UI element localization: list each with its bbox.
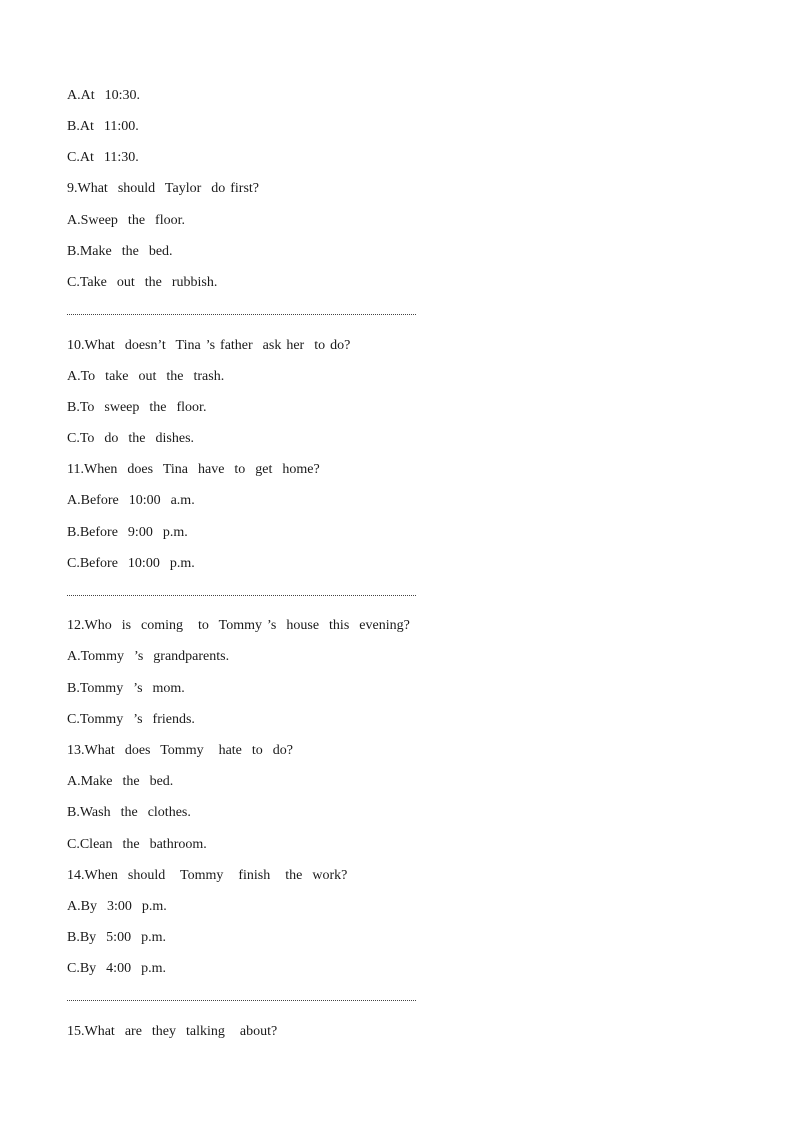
option-9c: C.Take out the rubbish. <box>67 275 218 290</box>
option-11b: B.Before 9:00 p.m. <box>67 525 188 540</box>
option-14a: A.By 3:00 p.m. <box>67 899 167 914</box>
option-13b: B.Wash the clothes. <box>67 805 191 820</box>
question-10: 10.What doesn’t Tina ’s father ask her to do? <box>67 338 351 353</box>
option-8a: A.At 10:30. <box>67 88 140 103</box>
option-14c: C.By 4:00 p.m. <box>67 961 166 976</box>
dotted-separator <box>67 595 416 596</box>
option-12c: C.Tommy ’s friends. <box>67 712 195 727</box>
option-14b: B.By 5:00 p.m. <box>67 930 166 945</box>
option-10b: B.To sweep the floor. <box>67 400 207 415</box>
option-13c: C.Clean the bathroom. <box>67 837 207 852</box>
question-9: 9.What should Taylor do first? <box>67 181 260 196</box>
option-10c: C.To do the dishes. <box>67 431 195 446</box>
question-11: 11.When does Tina have to get home? <box>67 462 320 477</box>
dotted-separator <box>67 1000 416 1001</box>
option-12a: A.Tommy ’s grandparents. <box>67 649 230 664</box>
option-8c: C.At 11:30. <box>67 150 139 165</box>
option-11a: A.Before 10:00 a.m. <box>67 493 195 508</box>
option-11c: C.Before 10:00 p.m. <box>67 556 195 571</box>
option-12b: B.Tommy ’s mom. <box>67 681 185 696</box>
dotted-separator <box>67 314 416 315</box>
option-9a: A.Sweep the floor. <box>67 213 185 228</box>
question-13: 13.What does Tommy hate to do? <box>67 743 294 758</box>
option-13a: A.Make the bed. <box>67 774 174 789</box>
option-9b: B.Make the bed. <box>67 244 173 259</box>
question-14: 14.When should Tommy finish the work? <box>67 868 348 883</box>
option-10a: A.To take out the trash. <box>67 369 225 384</box>
option-8b: B.At 11:00. <box>67 119 139 134</box>
question-15: 15.What are they talking about? <box>67 1024 278 1039</box>
question-12: 12.Who is coming to Tommy ’s house this evening? <box>67 618 410 633</box>
